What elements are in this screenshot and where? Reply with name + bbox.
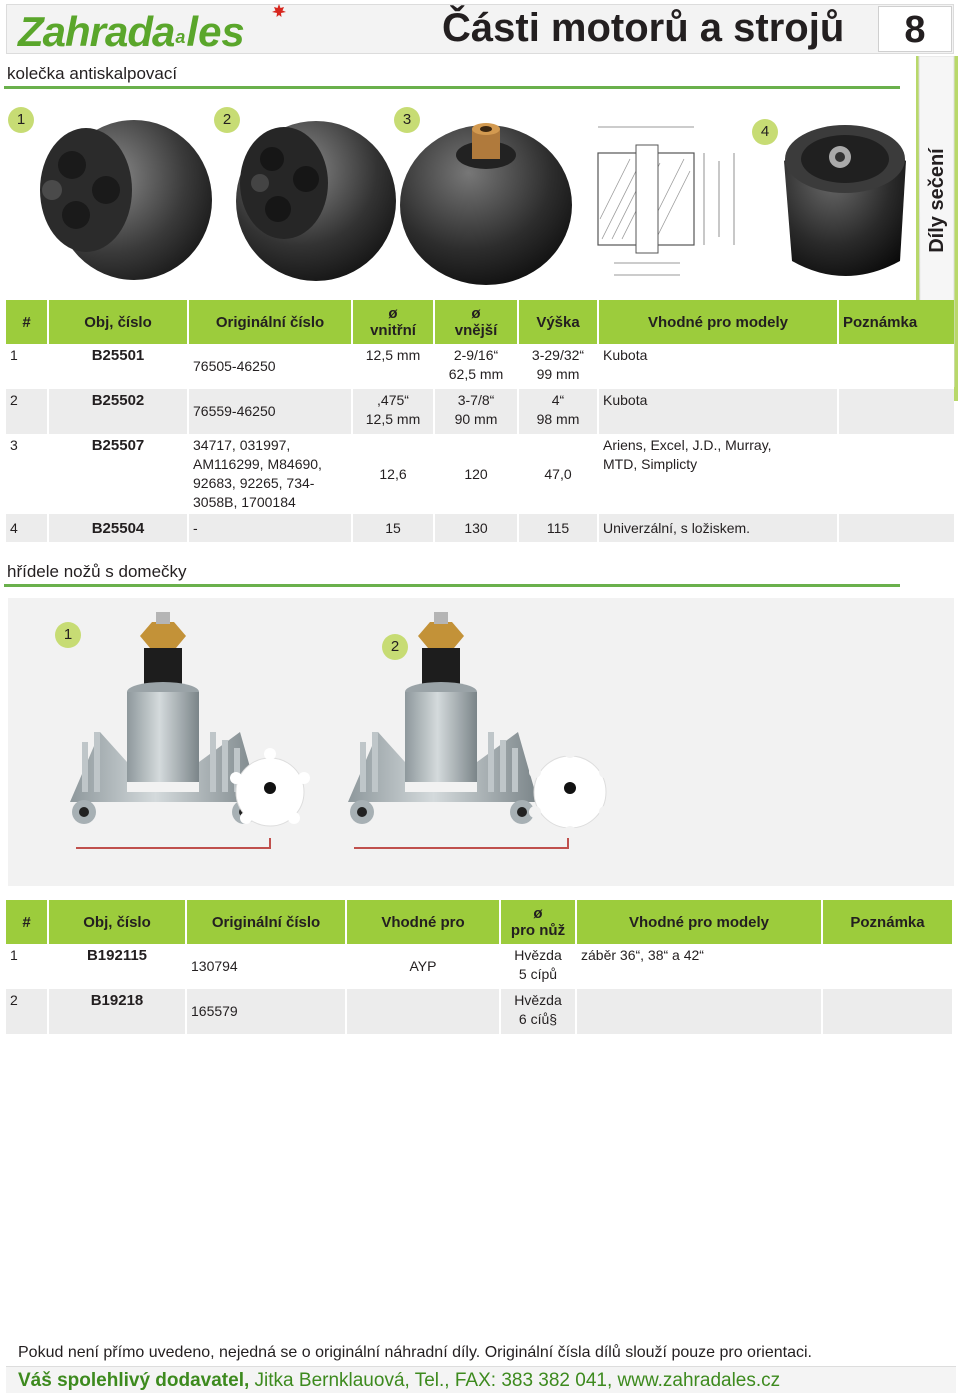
outer-diameter: 130	[434, 514, 518, 542]
logo-text-a: a	[175, 27, 186, 47]
section-divider	[4, 584, 900, 587]
row-number: 1	[6, 944, 48, 989]
section-divider	[4, 86, 900, 89]
badge-3: 3	[394, 107, 420, 133]
inner-diameter: 12,5 mm	[352, 344, 434, 389]
outer-diameter: 2-9/16“ 62,5 mm	[434, 344, 518, 389]
col-header: Poznámka	[838, 300, 954, 344]
section-title-wheels: kolečka antiskalpovací	[7, 64, 178, 83]
badge-2: 2	[382, 634, 408, 660]
footer-contact-lead: Váš spolehlivý dodavatel,	[18, 1370, 250, 1391]
models: záběr 36“, 38“ a 42“	[576, 944, 822, 989]
col-header: Vhodné pro modely	[576, 900, 822, 944]
knife-type: Hvězda 6 cíů§	[500, 989, 576, 1034]
original-number: 76559-46250	[188, 389, 352, 434]
col-header: #	[6, 300, 48, 344]
order-number: B25502	[48, 389, 188, 434]
table-row	[6, 989, 952, 1034]
wheel-3-image	[396, 107, 576, 287]
row-number: 2	[6, 389, 48, 434]
original-number: -	[188, 514, 352, 542]
wheel-technical-drawing	[584, 109, 764, 285]
models: Univerzální, s ložiskem.	[598, 514, 838, 542]
outer-diameter: 120	[434, 434, 518, 514]
col-header: ø vnější	[434, 300, 518, 344]
section-title-spindles: hřídele nožů s domečky	[7, 562, 187, 581]
col-header: Vhodné pro	[346, 900, 500, 944]
original-number: 76505-46250	[188, 344, 352, 389]
spindles-photo-area	[8, 598, 954, 886]
order-number: B19218	[48, 989, 186, 1034]
col-header: ø pro nůž	[500, 900, 576, 944]
height: 115	[518, 514, 598, 542]
maple-leaf-icon	[272, 4, 286, 18]
row-number: 4	[6, 514, 48, 542]
col-header: Vhodné pro modely	[598, 300, 838, 344]
brand-logo	[18, 2, 245, 56]
page-title: Části motorů a strojů	[442, 6, 845, 50]
col-header: Obj, číslo	[48, 900, 186, 944]
badge-4: 4	[752, 119, 778, 145]
note	[822, 989, 952, 1034]
badge-2: 2	[214, 107, 240, 133]
order-number: B25501	[48, 344, 188, 389]
inner-diameter: 15	[352, 514, 434, 542]
knife-type: Hvězda 5 cípů	[500, 944, 576, 989]
wheel-2-image	[220, 113, 400, 283]
page-number: 8	[878, 6, 952, 52]
col-header: Obj, číslo	[48, 300, 188, 344]
row-number: 2	[6, 989, 48, 1034]
footer-contact-details: Jitka Bernklauová, Tel., FAX: 383 382 041, www.zahradales.cz	[249, 1370, 781, 1391]
original-number: 34717, 031997, AM116299, M84690, 92683, 92265, 734- 3058B, 1700184	[188, 434, 352, 514]
col-header: Poznámka	[822, 900, 952, 944]
logo-text-main: Zahrada	[18, 8, 175, 55]
suitable-for	[346, 989, 500, 1034]
badge-1: 1	[55, 622, 81, 648]
footer-disclaimer: Pokud není přímo uvedeno, nejedná se o originální náhradní díly. Originální čísla dílů slouží pouze pro orientaci.	[18, 1344, 812, 1361]
table-header-row	[6, 900, 952, 944]
height: 4“ 98 mm	[518, 389, 598, 434]
models: Ariens, Excel, J.D., Murray, MTD, Simplicty	[598, 434, 838, 514]
outer-diameter: 3-7/8“ 90 mm	[434, 389, 518, 434]
col-header: Originální číslo	[186, 900, 346, 944]
col-header: ø vnitřní	[352, 300, 434, 344]
note	[838, 389, 954, 434]
page-header	[0, 0, 960, 58]
logo-text-end: les	[186, 8, 245, 55]
footer-contact	[18, 1370, 780, 1392]
order-number: B192115	[48, 944, 186, 989]
height: 47,0	[518, 434, 598, 514]
models: Kubota	[598, 344, 838, 389]
order-number: B25504	[48, 514, 188, 542]
note	[838, 434, 954, 514]
spindles-table	[6, 900, 952, 1034]
inner-diameter: 12,6	[352, 434, 434, 514]
order-number: B25507	[48, 434, 188, 514]
side-tab-label: Díly sečení	[925, 147, 948, 253]
models: Kubota	[598, 389, 838, 434]
col-header: #	[6, 900, 48, 944]
note	[838, 344, 954, 389]
wheel-1-image	[24, 115, 214, 285]
col-header: Originální číslo	[188, 300, 352, 344]
badge-1: 1	[8, 107, 34, 133]
note	[838, 514, 954, 542]
note	[822, 944, 952, 989]
row-number: 1	[6, 344, 48, 389]
table-row	[6, 389, 954, 434]
table-row	[6, 514, 954, 542]
spindle-1-image	[60, 612, 340, 872]
height: 3-29/32“ 99 mm	[518, 344, 598, 389]
table-row	[6, 434, 954, 514]
original-number: 130794	[186, 944, 346, 989]
spindle-2-image	[338, 612, 628, 872]
wheel-4-image	[770, 111, 920, 287]
inner-diameter: ,475“ 12,5 mm	[352, 389, 434, 434]
suitable-for: AYP	[346, 944, 500, 989]
table-row	[6, 944, 952, 989]
table-row	[6, 344, 954, 389]
table-header-row	[6, 300, 954, 344]
original-number: 165579	[186, 989, 346, 1034]
col-header: Výška	[518, 300, 598, 344]
wheels-table	[6, 300, 954, 542]
models	[576, 989, 822, 1034]
row-number: 3	[6, 434, 48, 514]
